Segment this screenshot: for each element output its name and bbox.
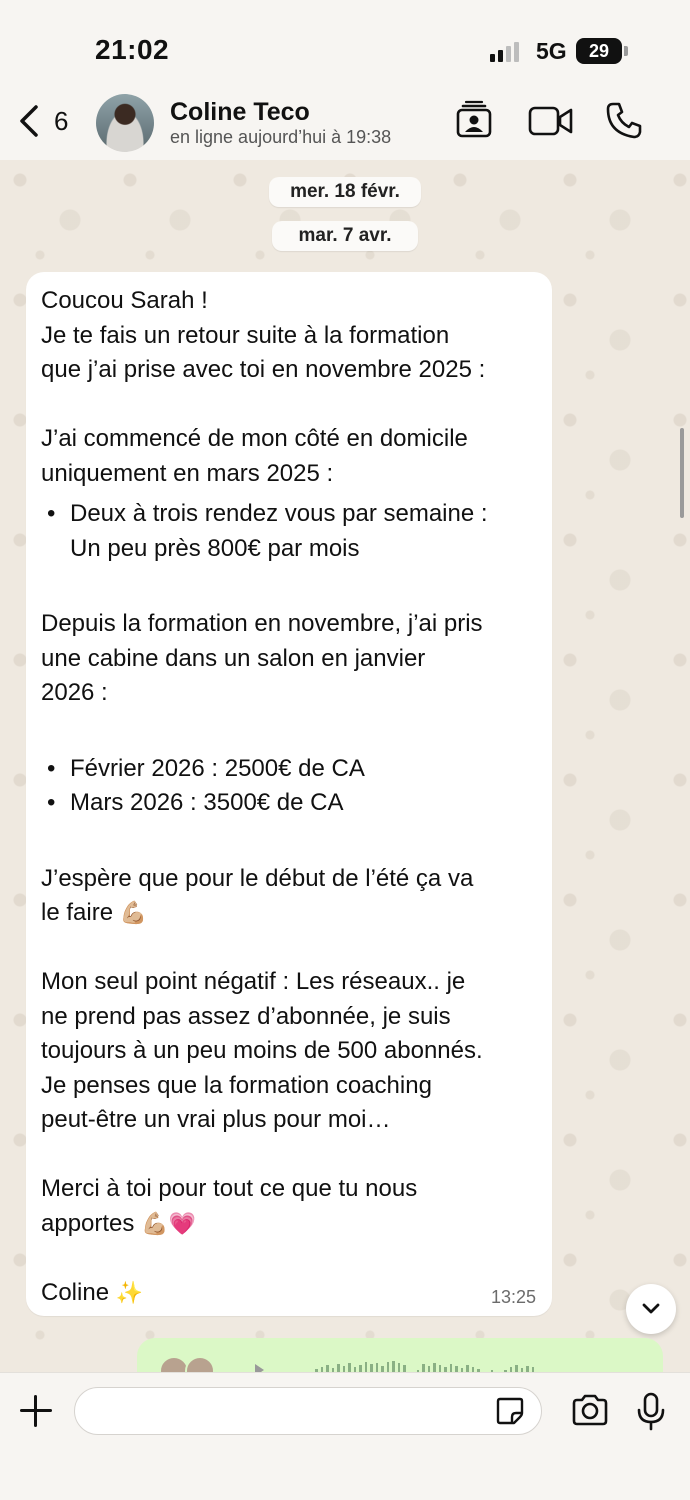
video-call-button[interactable] — [528, 100, 574, 145]
message-input-box[interactable] — [74, 1387, 542, 1435]
bullet-list — [41, 497, 538, 566]
back-button[interactable] — [18, 104, 68, 138]
network-type: 5G — [536, 38, 567, 64]
video-call-icon — [528, 100, 574, 140]
battery-icon — [576, 38, 622, 64]
message-input[interactable] — [75, 1388, 475, 1432]
contact-avatar[interactable] — [96, 94, 154, 152]
battery-level: 29 — [588, 40, 610, 61]
phone-icon — [604, 100, 644, 140]
message-line: ne prend pas assez d’abonnée, je suis — [41, 1002, 451, 1030]
message-line: peut-être un vrai plus pour moi… — [41, 1106, 391, 1133]
message-line: Coucou Sarah ! — [41, 287, 208, 314]
plus-icon[interactable] — [18, 1393, 54, 1429]
date-separator: mer. 18 févr. — [269, 177, 421, 207]
biceps-heart-emoji: 💪🏼💗 — [141, 1210, 196, 1236]
message-line: J’espère que pour le début de l’été ça va — [41, 864, 474, 892]
bullet-item: • Deux à trois rendez vous par semaine : Un peu près 800€ par mois — [41, 497, 538, 566]
message-line: 2026 : — [41, 679, 108, 706]
sticker-icon[interactable] — [494, 1395, 526, 1427]
message-line: Mon seul point négatif : Les réseaux.. je — [41, 968, 466, 995]
status-time: 21:02 — [95, 34, 170, 65]
message-signature: Coline ✨ — [41, 1278, 144, 1306]
camera-icon[interactable] — [570, 1393, 610, 1427]
status-bar — [0, 0, 690, 90]
message-line: Je penses que la formation coaching — [41, 1071, 432, 1099]
battery-tip — [624, 46, 628, 56]
chat-header — [0, 90, 690, 160]
message-composer — [0, 1372, 690, 1500]
date-separator: mar. 7 avr. — [272, 221, 418, 251]
unread-count: 6 — [54, 105, 69, 136]
scrollbar[interactable] — [680, 428, 684, 518]
message-line: uniquement en mars 2025 : — [41, 459, 334, 487]
message-line: toujours à un peu moins de 500 abonnés. — [41, 1037, 483, 1064]
bullet-list — [41, 752, 538, 821]
flexed-biceps-emoji: 💪🏼 — [119, 900, 148, 925]
microphone-icon[interactable] — [634, 1391, 668, 1431]
sparkles-emoji: ✨ — [115, 1279, 144, 1305]
chevron-down-icon — [639, 1297, 663, 1321]
message-line: Depuis la formation en novembre, j’ai pris — [41, 610, 483, 637]
voice-call-button[interactable] — [604, 100, 644, 145]
message-line: Je te fais un retour suite à la formation — [41, 321, 450, 349]
bullet-item: • Février 2026 : 2500€ de CA — [41, 752, 538, 787]
message-line: apportes 💪🏼💗 — [41, 1209, 196, 1237]
cellular-signal-icon — [490, 40, 519, 62]
message-line: Merci à toi pour tout ce que tu nous — [41, 1175, 418, 1202]
incoming-message[interactable] — [26, 272, 552, 1316]
message-line: le faire 💪🏼 — [41, 899, 148, 926]
message-line: que j’ai prise avec toi en novembre 2025 : — [41, 356, 486, 383]
contact-card-button[interactable] — [454, 100, 494, 145]
bullet-item: • Mars 2026 : 3500€ de CA — [41, 786, 538, 821]
back-chevron-icon — [18, 104, 40, 138]
message-text — [41, 284, 538, 1310]
message-line: J’ai commencé de mon côté en domicile — [41, 425, 468, 452]
contact-card-icon — [454, 100, 494, 140]
contact-status: en ligne aujourd’hui à 19:38 — [170, 127, 392, 147]
contact-name[interactable]: Coline Teco — [170, 98, 310, 126]
message-line: une cabine dans un salon en janvier — [41, 644, 426, 672]
scroll-to-bottom-button[interactable] — [626, 1284, 676, 1334]
message-timestamp: 13:25 — [490, 1287, 536, 1307]
